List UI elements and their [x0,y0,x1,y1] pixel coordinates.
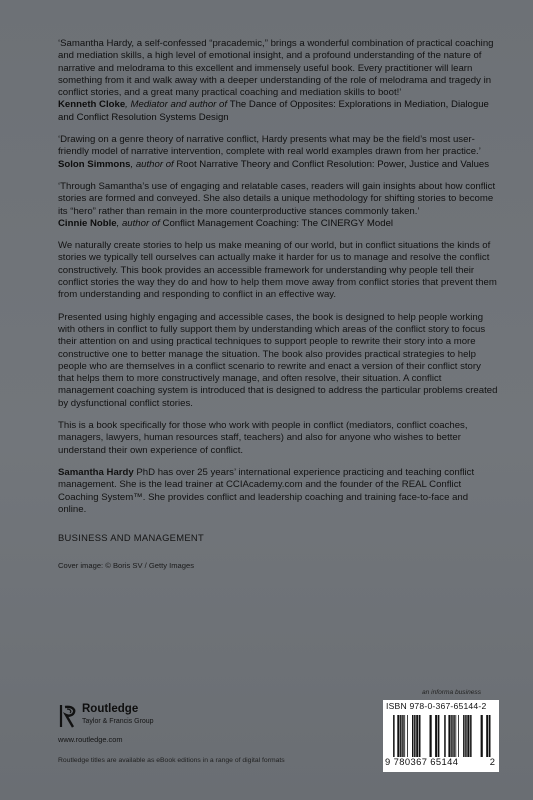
barcode-bar [467,715,469,757]
description-section [58,240,498,516]
barcode-bar [397,715,399,757]
barcode-bar [444,715,446,757]
barcode-bar [402,715,404,757]
author-bio [58,467,498,516]
reviewer-work: Conflict Management Coaching: The CINERGY Model [162,217,394,229]
subject-category: BUSINESS AND MANAGEMENT [58,532,204,544]
barcode-bar [463,715,465,757]
barcode-bar [412,715,414,757]
barcode-bar [453,715,455,757]
description-paragraph: We naturally create stories to help us make meaning of our world, but in conflict situations the kinds of stories we typically tell ourselves can actually make it harder for us to manage and resolve the conflict constructively. This book provides an accessible framework for understanding why people tell their conflict stories the way they do and how to help them move away from conflict stories that prevent them from understanding and responding to conflict in an effective way. [58,240,497,301]
barcode-bar [404,715,405,757]
reviewer-role: , author of [116,217,163,229]
barcode-bar [448,715,450,757]
review-quote: ‘Through Samantha’s use of engaging and relatable cases, readers will gain insights about how conflict stories are formed and conveyed. She also details a unique methodology for shifting stories to become its “hero” rather than remain in the more counterproductive stances commonly taken.’ [58,180,496,217]
barcode-bar [430,715,432,757]
publisher-url[interactable]: www.routledge.com [58,735,123,744]
barcode-bar [414,715,416,757]
barcode-bar [419,715,421,757]
barcode-bar [458,715,459,757]
description-paragraph: Presented using highly engaging and accessible cases, the book is designed to help people working with others in conflict to fully support them by understanding which areas of the conflict story to focus their attention on and using practical techniques to support people to rewrite their story into a more constructive one to better manage the situation. The book also provides practical strategies to help people who are themselves in a conflict scenario to rewrite and enact a version of their conflict story that helps them to more constructively manage, and often resolve, their situation. A conflict management coaching system is introduced that is designed to address the particular problems created by dysfunctional conflict stories. [58,311,498,409]
reviews-section [58,38,498,573]
review-attribution [58,218,498,230]
author-name: Samantha Hardy [58,466,134,478]
review-quote: ‘Samantha Hardy, a self-confessed “pracademic,” brings a wonderful combination of practical coaching and mediation skills, a high level of emotional insight, and a profound understanding of the nature of narrative and melodrama to this excellent and immensely useful book. Every practitioner will learn something from it and walk away with a deeper understanding of the role of melodrama and tragedy in conflict stories, and a great many practical coaching and mediation skills to boot!’ [58,38,494,99]
barcode-bar [407,715,408,757]
barcode-bar [393,715,395,757]
isbn-barcode-box [383,700,499,772]
reviewer-work: The Dance of Opposites: Explorations in Mediation, Dialogue and Conflict Resolution Systems Design [58,99,489,123]
review-3 [58,181,498,230]
barcode-addon-digit: 2 [489,756,495,767]
reviewer-role: , author of [130,158,177,170]
barcode-icon [391,715,491,757]
reviewer-name: Kenneth Cloke [58,99,126,111]
barcode-bar [489,715,491,757]
publisher-tagline: an informa business [421,689,481,696]
reviewer-work: Root Narrative Theory and Conflict Resolution: Power, Justice and Values [176,158,490,170]
barcode-bar [451,715,453,757]
cover-credit: Cover image: © Boris SV / Getty Images [58,561,195,571]
review-quote: ‘Drawing on a genre theory of narrative conflict, Hardy presents what may be the field’s most user-friendly model of narrative intervention, complete with real world examples drawn from her practice.’ [58,134,481,158]
barcode-bar [481,715,483,757]
author-bio-text: PhD has over 25 years’ international experience practicing and teaching conflict management. She is the lead trainer at CCIAcademy.com and the founder of the REAL Conflict Coaching System™. She provides conflict and leadership coaching and training face-to-face and online. [58,466,475,515]
ebook-note: Routledge titles are available as eBook editions in a range of digital formats [58,757,285,764]
barcode-bar [455,715,456,757]
publisher-name: Routledge [82,703,139,715]
barcode-bar [486,715,488,757]
reviewer-role: , Mediator and author of [125,99,230,111]
publisher-group: Taylor & Francis Group [82,718,154,725]
barcode-bar [400,715,402,757]
barcode-bar [416,715,418,757]
barcode-bar [435,715,437,757]
isbn-label: ISBN 978-0-367-65144-2 [386,701,487,711]
barcode-bar [438,715,440,757]
reviewer-name: Solon Simmons [58,158,131,170]
review-attribution [58,99,498,124]
review-1 [58,38,498,124]
review-2 [58,134,498,171]
description-paragraph: This is a book specifically for those who work with people in conflict (mediators, conflict coaches, managers, lawyers, human resources staff, teachers) and also for anyone who wishes to better understand their own experience of conflict. [58,420,468,456]
barcode-digits: 9 780367 65144 [385,756,459,767]
reviewer-name: Cinnie Noble [58,217,117,229]
barcode-bar [470,715,472,757]
review-attribution [58,159,498,171]
routledge-r-icon [58,703,82,729]
barcode-bar [465,715,467,757]
